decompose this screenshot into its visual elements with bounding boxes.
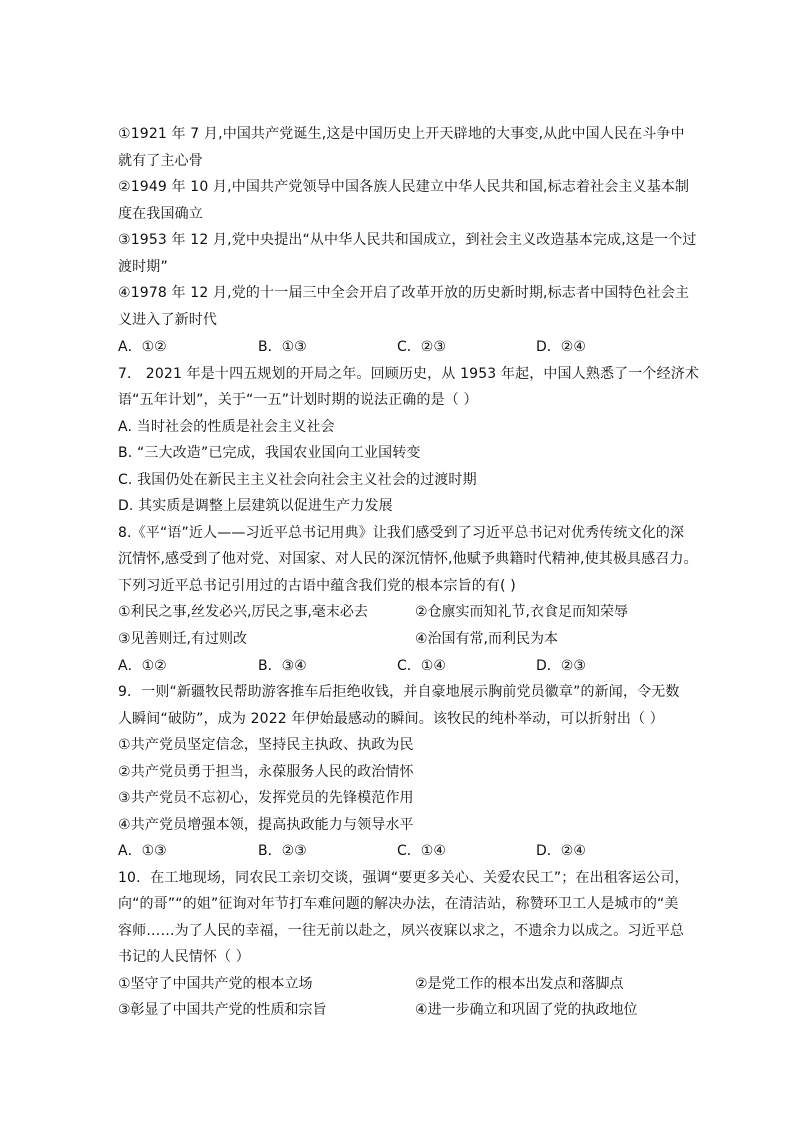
q9-option-a: A．①③	[118, 843, 167, 859]
q8-stem-line2: 沉情怀,感受到了他对党、对国家、对人民的深沉情怀,他赋予典籍时代精神,使其极具感召力。	[118, 551, 698, 567]
q6-option-b: B．①③	[258, 339, 307, 355]
q10-statement-3: ③彰显了中国共产党的性质和宗旨	[118, 1002, 327, 1018]
q7-option-d: D. 其实质是调整上层建筑以促进生产力发展	[118, 498, 393, 514]
q9-statement-4: ④共产党员增强本领，提高执政能力与领导水平	[118, 817, 414, 833]
q8-statement-2: ②仓廪实而知礼节,衣食足而知荣辱	[415, 604, 629, 620]
q9-stem-line2: 人瞬间“破防”，成为 2022 年伊始最感动的瞬间。该牧民的纯朴举动，可以折射出（ ）	[118, 711, 664, 727]
q8-option-d: D．②③	[536, 658, 586, 674]
q10-stem-line4: 书记的人民情怀（ ）	[118, 949, 250, 965]
q10-statement-1: ①坚守了中国共产党的根本立场	[118, 976, 313, 992]
q6-statement-1-line1: ①1921 年 7 月,中国共产党诞生,这是中国历史上开天辟地的大事变,从此中国人民在斗争中	[118, 126, 685, 142]
q8-statement-3: ③见善则迁,有过则改	[118, 631, 248, 647]
q7-stem-line2: 语“五年计划”，关于“一五”计划时期的说法正确的是（ ）	[118, 392, 478, 408]
q10-stem-line2: 向“的哥”“的姐”征询对年节打车难问题的解决办法，在清洁站，称赞环卫工人是城市的“美	[118, 896, 679, 912]
q6-statement-1-line2: 就有了主心骨	[118, 153, 203, 169]
q9-stem-line1: 9．一则“新疆牧民帮助游客推车后拒绝收钱，并自豪地展示胸前党员徽章”的新闻，令无数	[118, 684, 680, 700]
q8-option-b: B．③④	[258, 658, 307, 674]
q7-option-c: C. 我国仍处在新民主主义社会向社会主义社会的过渡时期	[118, 472, 477, 488]
q6-option-d: D．②④	[536, 339, 586, 355]
q9-option-d: D．②④	[536, 843, 586, 859]
q9-statement-2: ②共产党员勇于担当，永葆服务人民的政治情怀	[118, 764, 414, 780]
q10-statement-2: ②是党工作的根本出发点和落脚点	[415, 976, 624, 992]
q7-stem-line1: 7． 2021 年是十四五规划的开局之年。回顾历史，从 1953 年起，中国人熟悉了一个经济术	[118, 366, 700, 382]
q8-stem-line3: 下列习近平总书记引用过的古语中蕴含我们党的根本宗旨的有( )	[118, 578, 516, 594]
q6-statement-4-line2: 义进入了新时代	[118, 312, 218, 328]
q9-statement-1: ①共产党员坚定信念，坚持民主执政、执政为民	[118, 737, 414, 753]
q6-statement-3-line2: 渡时期”	[118, 259, 168, 275]
q8-statement-4: ④治国有常,而利民为本	[415, 631, 559, 647]
q9-option-b: B．②③	[258, 843, 307, 859]
q6-statement-3-line1: ③1953 年 12 月,党中央提出“从中华人民共和国成立，到社会主义改造基本完成,这是一个过	[118, 232, 697, 248]
q6-statement-2-line2: 度在我国确立	[118, 206, 203, 222]
q7-option-a: A. 当时社会的性质是社会主义社会	[118, 419, 335, 435]
q8-option-c: C．①④	[397, 658, 446, 674]
q9-option-c: C．①④	[397, 843, 446, 859]
q10-stem-line1: 10．在工地现场，同农民工亲切交谈，强调“要更多关心、关爱农民工”；在出租客运公司，	[118, 870, 689, 886]
q8-stem-line1: 8.《平“语”近人——习近平总书记用典》让我们感受到了习近平总书记对优秀传统文化的深	[118, 525, 685, 541]
q6-option-c: C．②③	[397, 339, 446, 355]
q10-statement-4: ④进一步确立和巩固了党的执政地位	[415, 1002, 638, 1018]
q6-option-a: A．①②	[118, 339, 167, 355]
q6-statement-2-line1: ②1949 年 10 月,中国共产党领导中国各族人民建立中华人民共和国,标志着社会主义基本制	[118, 179, 690, 195]
q9-statement-3: ③共产党员不忘初心，发挥党员的先锋模范作用	[118, 790, 414, 806]
q10-stem-line3: 容师……为了人民的幸福，一往无前以赴之，夙兴夜寐以求之，不遗余力以成之。习近平总	[118, 923, 684, 939]
q6-statement-4-line1: ④1978 年 12 月,党的十一届三中全会开启了改革开放的历史新时期,标志者中国特色社会主	[118, 285, 690, 301]
q7-option-b: B. “三大改造”已完成，我国农业国向工业国转变	[118, 445, 421, 461]
q8-statement-1: ①利民之事,丝发必兴,厉民之事,毫末必去	[118, 604, 368, 620]
q8-option-a: A．①②	[118, 658, 167, 674]
